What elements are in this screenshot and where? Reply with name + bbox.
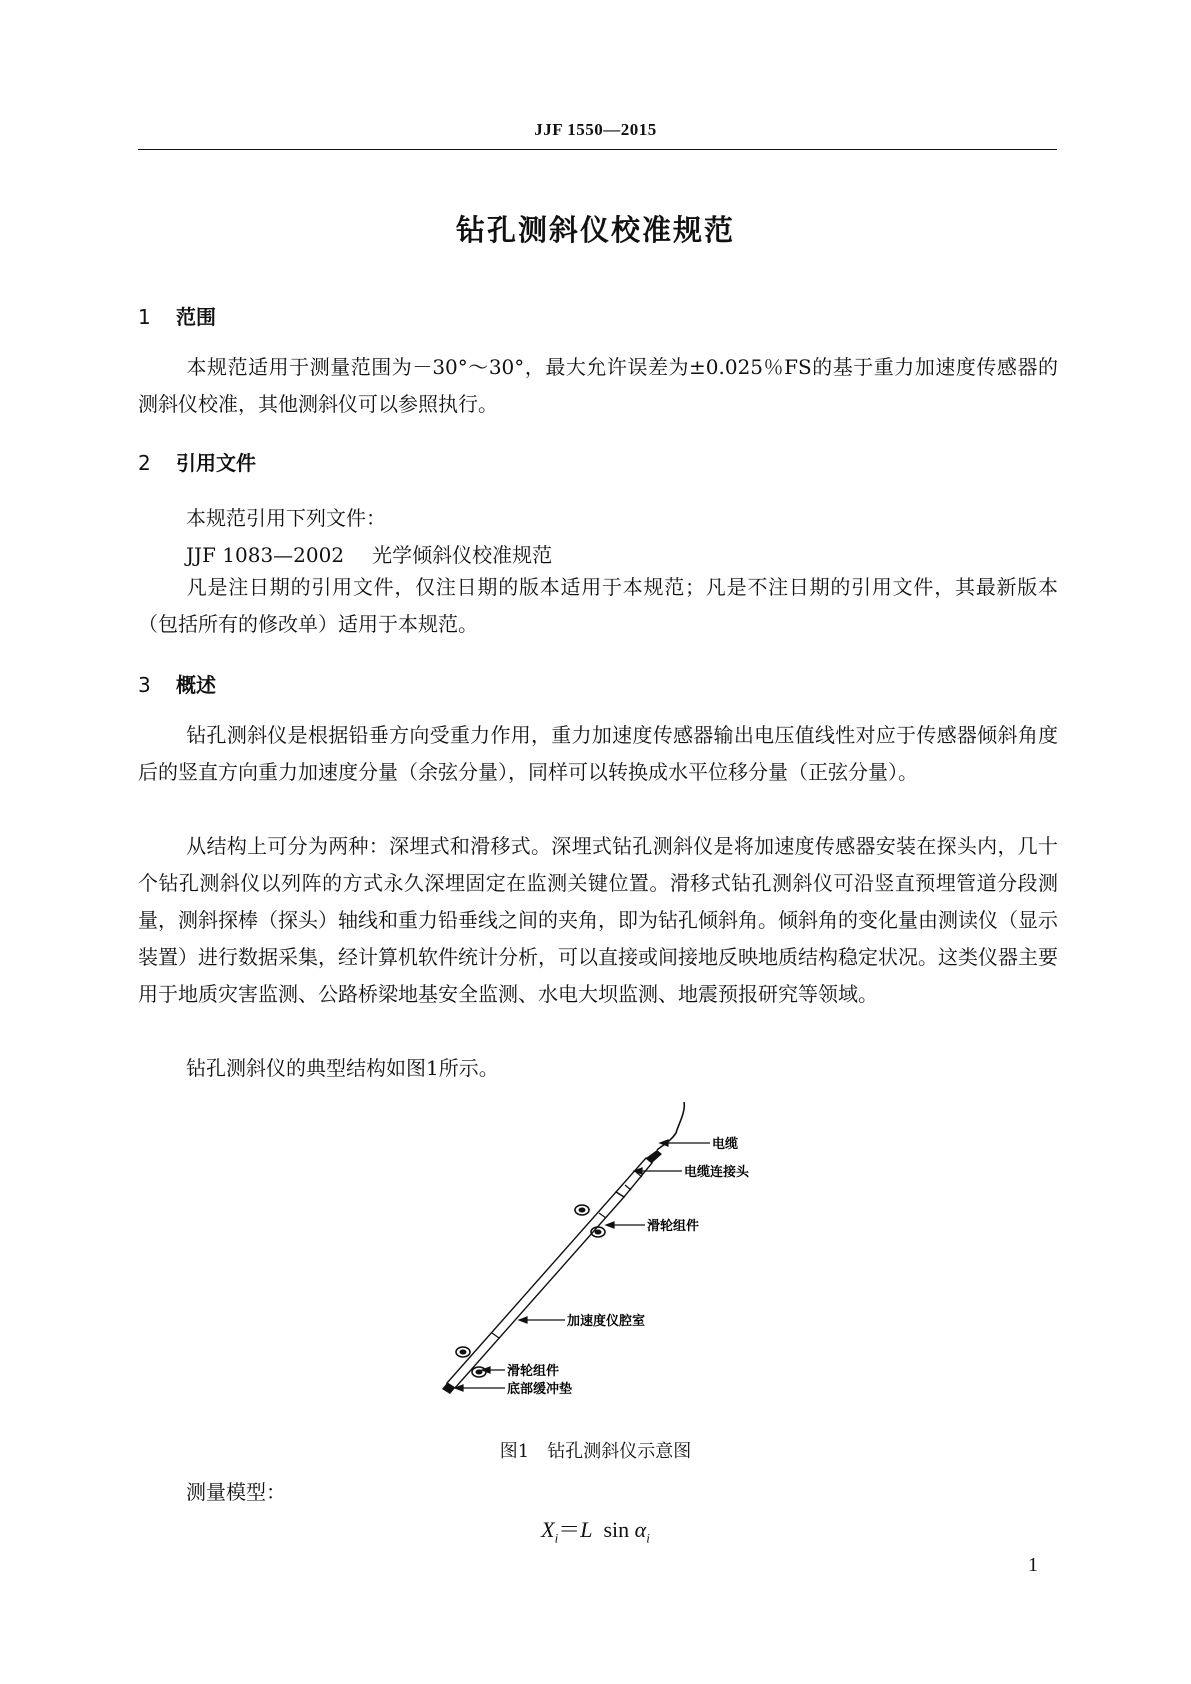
- formula: [0, 1513, 1191, 1546]
- label-chamber: 加速度仪腔室: [567, 1314, 646, 1329]
- probe-tube: [447, 1192, 624, 1388]
- paragraph-text: 从结构上可分为两种：深埋式和滑移式。深埋式钻孔测斜仪是将加速度传感器安装在探头内，几十个钻孔测斜仪以列阵的方式永久深埋固定在监测关键位置。滑移式钻孔测斜仪可沿竖直预埋管道分段测量，测斜探棒（探头）轴线和重力铅垂线之间的夹角，即为钻孔倾斜角。倾斜角的变化量由测读仪（显示装置）进行数据采集，经计算机软件统计分析，可以直接或间接地反映地质结构稳定状况。这类仪器主要用于地质灾害监测、公路桥梁地基安全监测、水电大坝监测、地震预报研究等领域。: [138, 834, 1058, 1006]
- section-number: 1: [138, 305, 151, 329]
- page-number: 1: [1028, 1554, 1038, 1576]
- formula-sin: sin: [603, 1517, 630, 1542]
- formula-l: L: [580, 1517, 593, 1542]
- label-pulley-bottom: 滑轮组件: [507, 1364, 560, 1379]
- leader-lines: [455, 1140, 710, 1391]
- section-number: 3: [138, 673, 151, 697]
- label-buffer: 底部缓冲垫: [507, 1382, 573, 1397]
- paragraph-text: 凡是注日期的引用文件，仅注日期的版本适用于本规范；凡是不注日期的引用文件，其最新版本（包括所有的修改单）适用于本规范。: [138, 575, 1058, 636]
- header-code: JJF 1550—2015: [534, 120, 657, 139]
- paragraph-text: 本规范适用于测量范围为－30°～30°，最大允许误差为±0.025％FS的基于重力加速度传感器的测斜仪校准，其他测斜仪可以参照执行。: [138, 355, 1058, 416]
- section-title: 概述: [176, 673, 216, 697]
- formula-alpha-sub: i: [646, 1530, 650, 1546]
- connector-body: [616, 1158, 652, 1197]
- formula-alpha: α: [634, 1517, 647, 1542]
- label-pulley-top: 滑轮组件: [647, 1219, 700, 1234]
- reference-title: 光学倾斜仪校准规范: [372, 543, 553, 567]
- paragraph-text: 钻孔测斜仪是根据铅垂方向受重力作用，重力加速度传感器输出电压值线性对应于传感器倾斜角度后的竖直方向重力加速度分量（余弦分量），同样可以转换成水平位移分量（正弦分量）。: [138, 723, 1058, 784]
- paragraph-text: 钻孔测斜仪的典型结构如图1所示。: [186, 1056, 499, 1080]
- section-title: 范围: [176, 305, 216, 329]
- section-number: 2: [138, 451, 151, 475]
- reference-code: JJF 1083—2002: [186, 543, 345, 567]
- reference-intro: 本规范引用下列文件：: [186, 506, 386, 530]
- formula-eq: ＝: [558, 1517, 581, 1542]
- label-connector: 电缆连接头: [684, 1165, 750, 1180]
- measurement-model-label: 测量模型：: [186, 1480, 286, 1504]
- section-title: 引用文件: [176, 451, 256, 475]
- document-title: 钻孔测斜仪校准规范: [455, 213, 735, 247]
- figure-caption: 图1 钻孔测斜仪示意图: [499, 1441, 692, 1462]
- formula-x: X: [541, 1517, 555, 1542]
- formula-x-sub: i: [554, 1530, 559, 1546]
- label-cable: 电缆: [712, 1137, 739, 1152]
